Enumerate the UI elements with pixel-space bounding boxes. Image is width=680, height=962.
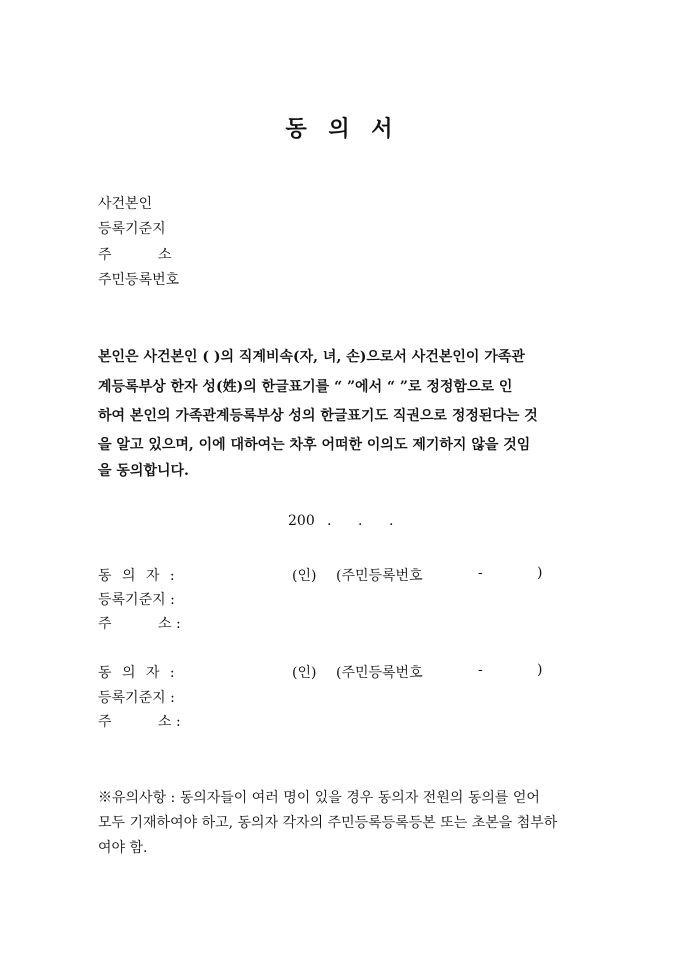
consenter-2-registry-label: 등록기준지 :: [98, 690, 175, 706]
caution-note-line-1: ※유의사항 : 동의자들이 여러 명이 있을 경우 동의자 전원의 동의를 얻어: [98, 790, 540, 806]
case-registry-label: 등록기준지: [98, 221, 166, 237]
consenter-1-name-label: 동 의 자 :: [98, 568, 175, 584]
case-person-label: 사건본인: [98, 196, 153, 212]
consenter-2-name-label: 동 의 자 :: [98, 665, 175, 681]
consenter-2-seal: (인): [292, 665, 317, 681]
consenter-1-address-label-b: 소 :: [158, 616, 181, 632]
consenter-2-address-label-b: 소 :: [158, 714, 181, 730]
consenter-1-resident-close: ): [537, 565, 543, 581]
case-resident-number-label: 주민등록번호: [98, 272, 180, 288]
case-address-label-a: 주: [98, 247, 112, 263]
document-title: 동 의 서: [285, 116, 395, 142]
consenter-1-resident-dash: -: [478, 565, 483, 581]
caution-note-line-3: 여야 함.: [98, 840, 148, 856]
consenter-2-resident-label: (주민등록번호: [336, 665, 423, 681]
date-dot-1: .: [327, 513, 332, 529]
consenter-2-address-label-a: 주: [98, 714, 112, 730]
case-address-label-b: 소: [158, 247, 172, 263]
consent-body-line-5: 을 동의합니다.: [98, 463, 189, 479]
date-year: 200: [288, 513, 315, 529]
consent-body-line-4: 을 알고 있으며, 이에 대하여는 차후 어떠한 이의도 제기하지 않을 것임: [98, 437, 531, 453]
caution-note-line-2: 모두 기재하여야 하고, 동의자 각자의 주민등록등록등본 또는 초본을 첨부하: [98, 815, 558, 831]
consenter-2-resident-close: ): [537, 662, 543, 678]
consent-body-line-2: 계등록부상 한자 성(姓)의 한글표기를 “ ”에서 “ ”로 정정함으로 인: [98, 379, 513, 395]
consenter-1-registry-label: 등록기준지 :: [98, 592, 175, 608]
consent-body-line-1: 본인은 사건본인 ( )의 직계비속(자, 녀, 손)으로서 사건본인이 가족관: [98, 349, 525, 365]
consent-body-line-3: 하여 본인의 가족관계등록부상 성의 한글표기도 직권으로 정정된다는 것: [98, 408, 538, 424]
consenter-1-seal: (인): [292, 568, 317, 584]
consenter-1-address-label-a: 주: [98, 616, 112, 632]
consenter-1-resident-label: (주민등록번호: [336, 568, 423, 584]
date-dot-2: .: [358, 513, 363, 529]
date-dot-3: .: [389, 513, 394, 529]
consenter-2-resident-dash: -: [478, 662, 483, 678]
